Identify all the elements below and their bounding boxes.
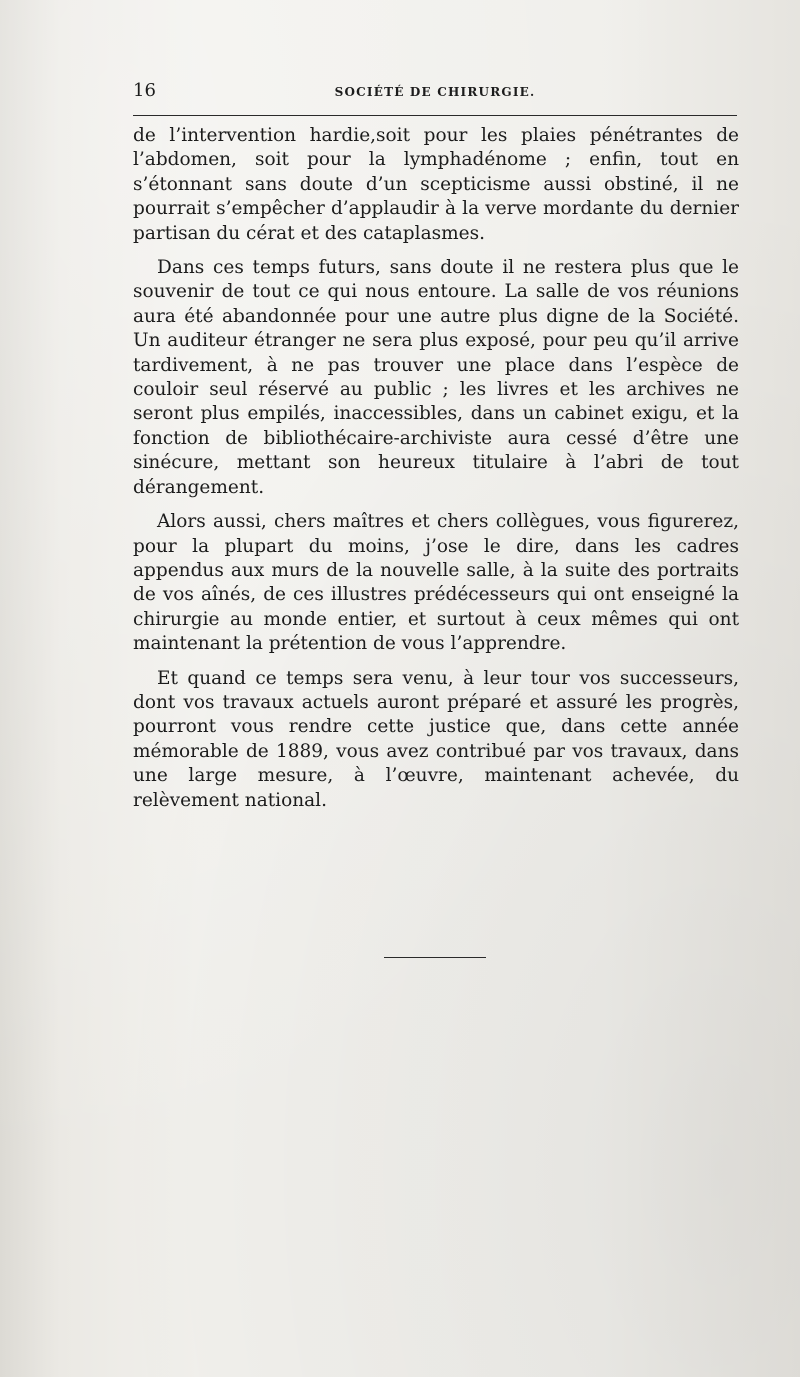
paragraph-3: Alors aussi, chers maîtres et chers collègues, vous figurerez, pour la plupart du moins, j’ose le dire, dans les cadres appendus aux murs de la nouvelle salle, à la suite des portraits de vos aînés, de ces illustres prédécesseurs qui ont enseigné la chirurgie au monde entier, et surtout à ceux mêmes qui ont maintenant la prétention de vous l’apprendre. — [133, 511, 739, 655]
paragraph-1: de l’intervention hardie,soit pour les plaies pénétrantes de l’abdomen, soit pour la lymphadénome ; enfin, tout en s’étonnant sans doute d’un scepticisme aussi obstiné, il ne pourrait s’empêcher d’applaudir à la verve mordante du dernier partisan du cérat et des cataplasmes. — [133, 125, 739, 244]
page-header — [133, 80, 737, 104]
body-text — [133, 124, 739, 823]
page-number: 16 — [133, 80, 156, 101]
paragraph-4: Et quand ce temps sera venu, à leur tour vos successeurs, dont vos travaux actuels auront préparé et assuré les progrès, pourront vous rendre cette justice que, dans cette année mémorable de 1889, vous avez contribué par vos travaux, dans une large mesure, à l’œuvre, maintenant achevée, du relèvement national. — [133, 667, 739, 811]
paragraph-2: Dans ces temps futurs, sans doute il ne restera plus que le souvenir de tout ce qui nous entoure. La salle de vos réunions aura été abandonnée pour une autre plus digne de la Société. Un auditeur étranger ne sera plus exposé, pour peu qu’il arrive tardivement, à ne pas trouver une place dans l’espèce de couloir seul réservé au public ; les livres et les archives ne seront plus empilés, inaccessibles, dans un cabinet exigu, et la fonction de bibliothécaire-archiviste aura cessé d’être une sinécure, mettant son heureux titulaire à l’abri de tout dérangement. — [133, 257, 739, 498]
running-head: SOCIÉTÉ DE CHIRURGIE. — [334, 85, 536, 99]
header-rule — [133, 115, 737, 116]
end-rule — [384, 957, 486, 958]
